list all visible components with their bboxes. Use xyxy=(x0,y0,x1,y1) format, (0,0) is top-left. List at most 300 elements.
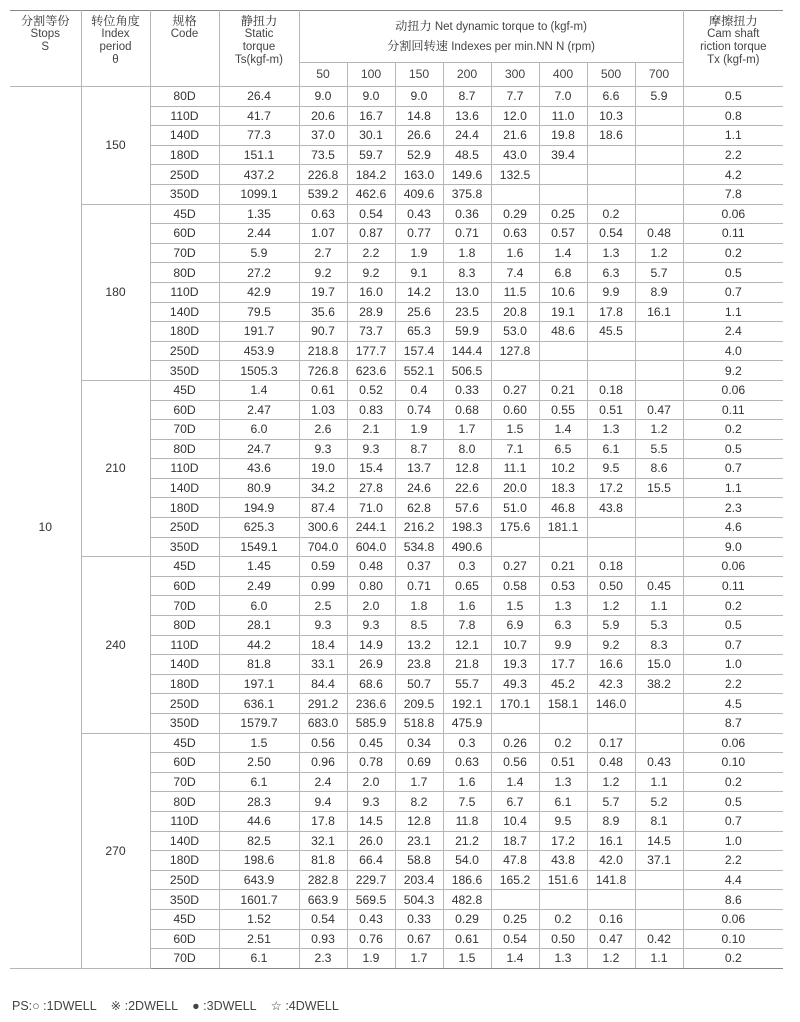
static-torque-cell: 5.9 xyxy=(219,243,299,263)
rpm700-cell: 5.7 xyxy=(635,263,683,283)
rpm100-cell: 0.80 xyxy=(347,576,395,596)
rpm500-cell: 0.48 xyxy=(587,753,635,773)
rpm150-cell: 13.7 xyxy=(395,459,443,479)
rpm300-cell: 0.60 xyxy=(491,400,539,420)
code-cell: 80D xyxy=(150,439,219,459)
code-cell: 110D xyxy=(150,106,219,126)
rpm200-cell: 482.8 xyxy=(443,890,491,910)
friction-torque-cell: 0.5 xyxy=(683,87,783,107)
static-torque-cell: 1549.1 xyxy=(219,537,299,557)
friction-torque-cell: 4.4 xyxy=(683,870,783,890)
rpm500-cell: 1.2 xyxy=(587,949,635,969)
code-cell: 110D xyxy=(150,635,219,655)
rpm400-cell xyxy=(539,714,587,734)
rpm50-cell: 0.56 xyxy=(299,733,347,753)
table-body xyxy=(10,87,783,969)
static-torque-cell: 77.3 xyxy=(219,126,299,146)
rpm700-cell xyxy=(635,557,683,577)
rpm100-cell: 15.4 xyxy=(347,459,395,479)
rpm200-cell: 1.7 xyxy=(443,420,491,440)
code-cell: 350D xyxy=(150,890,219,910)
rpm50-cell: 9.2 xyxy=(299,263,347,283)
rpm50-cell: 0.63 xyxy=(299,204,347,224)
rpm200-cell: 506.5 xyxy=(443,361,491,381)
code-cell: 140D xyxy=(150,831,219,851)
code-cell: 80D xyxy=(150,792,219,812)
code-cell: 180D xyxy=(150,851,219,871)
rpm200-cell: 13.6 xyxy=(443,106,491,126)
rpm300-cell: 1.4 xyxy=(491,772,539,792)
table-row xyxy=(10,733,783,753)
rpm300-cell: 7.4 xyxy=(491,263,539,283)
rpm150-cell: 0.34 xyxy=(395,733,443,753)
rpm150-cell: 0.33 xyxy=(395,909,443,929)
code-cell: 250D xyxy=(150,870,219,890)
rpm300-cell: 53.0 xyxy=(491,322,539,342)
rpm100-cell: 462.6 xyxy=(347,184,395,204)
friction-torque-cell: 0.11 xyxy=(683,224,783,244)
rpm700-cell xyxy=(635,184,683,204)
code-cell: 80D xyxy=(150,616,219,636)
rpm400-cell: 151.6 xyxy=(539,870,587,890)
code-cell: 45D xyxy=(150,557,219,577)
friction-torque-cell: 1.0 xyxy=(683,831,783,851)
rpm300-cell: 19.3 xyxy=(491,655,539,675)
rpm200-cell: 8.3 xyxy=(443,263,491,283)
rpm400-cell: 11.0 xyxy=(539,106,587,126)
rpm150-cell: 25.6 xyxy=(395,302,443,322)
rpm100-cell: 16.7 xyxy=(347,106,395,126)
rpm200-cell: 475.9 xyxy=(443,714,491,734)
rpm150-cell: 1.9 xyxy=(395,243,443,263)
static-torque-cell: 2.51 xyxy=(219,929,299,949)
friction-torque-cell: 0.06 xyxy=(683,557,783,577)
static-torque-cell: 79.5 xyxy=(219,302,299,322)
rpm300-cell: 47.8 xyxy=(491,851,539,871)
rpm400-cell: 1.4 xyxy=(539,243,587,263)
rpm700-cell: 1.2 xyxy=(635,243,683,263)
stops-header: 分割等份 Stops S xyxy=(10,11,81,87)
rpm100-cell: 0.78 xyxy=(347,753,395,773)
rpm100-cell: 0.87 xyxy=(347,224,395,244)
rpm200-cell: 13.0 xyxy=(443,282,491,302)
rpm100-cell: 2.2 xyxy=(347,243,395,263)
rpm100-cell: 0.76 xyxy=(347,929,395,949)
static-torque-cell: 6.1 xyxy=(219,772,299,792)
rpm400-cell: 18.3 xyxy=(539,478,587,498)
rpm100-cell: 9.2 xyxy=(347,263,395,283)
rpm50-cell: 0.61 xyxy=(299,380,347,400)
rpm300-cell xyxy=(491,184,539,204)
rpm500-cell: 17.2 xyxy=(587,478,635,498)
rpm700-cell: 37.1 xyxy=(635,851,683,871)
rpm100-cell: 604.0 xyxy=(347,537,395,557)
rpm500-cell: 6.6 xyxy=(587,87,635,107)
rpm150-cell: 8.7 xyxy=(395,439,443,459)
code-cell: 250D xyxy=(150,694,219,714)
rpm100-cell: 1.9 xyxy=(347,949,395,969)
code-cell: 110D xyxy=(150,811,219,831)
rpm500-cell: 6.3 xyxy=(587,263,635,283)
rpm100-cell: 28.9 xyxy=(347,302,395,322)
rpm700-cell xyxy=(635,733,683,753)
rpm400-cell: 181.1 xyxy=(539,518,587,538)
rpm300-cell: 7.1 xyxy=(491,439,539,459)
code-cell: 250D xyxy=(150,518,219,538)
rpm150-cell: 0.4 xyxy=(395,380,443,400)
rpm150-cell: 203.4 xyxy=(395,870,443,890)
rpm500-cell: 9.9 xyxy=(587,282,635,302)
rpm-header: 150 xyxy=(395,63,443,87)
rpm50-cell: 33.1 xyxy=(299,655,347,675)
friction-torque-cell: 1.0 xyxy=(683,655,783,675)
friction-torque-cell: 1.1 xyxy=(683,126,783,146)
friction-torque-cell: 0.5 xyxy=(683,439,783,459)
rpm300-cell: 0.25 xyxy=(491,909,539,929)
rpm200-cell: 11.8 xyxy=(443,811,491,831)
code-cell: 45D xyxy=(150,733,219,753)
static-torque-cell: 80.9 xyxy=(219,478,299,498)
friction-torque-cell: 0.06 xyxy=(683,733,783,753)
rpm200-cell: 12.8 xyxy=(443,459,491,479)
rpm500-cell: 0.2 xyxy=(587,204,635,224)
rpm400-cell xyxy=(539,361,587,381)
rpm500-cell xyxy=(587,165,635,185)
rpm300-cell xyxy=(491,361,539,381)
rpm50-cell: 704.0 xyxy=(299,537,347,557)
rpm700-cell: 8.1 xyxy=(635,811,683,831)
rpm300-cell: 0.54 xyxy=(491,929,539,949)
rpm700-cell xyxy=(635,498,683,518)
index-period-cell: 210 xyxy=(81,380,150,556)
code-cell: 45D xyxy=(150,909,219,929)
friction-torque-cell: 9.0 xyxy=(683,537,783,557)
rpm400-cell: 6.3 xyxy=(539,616,587,636)
rpm-header: 700 xyxy=(635,63,683,87)
rpm300-cell: 43.0 xyxy=(491,145,539,165)
table-row xyxy=(10,204,783,224)
rpm50-cell: 683.0 xyxy=(299,714,347,734)
friction-torque-cell: 8.7 xyxy=(683,714,783,734)
rpm150-cell: 14.8 xyxy=(395,106,443,126)
stops-cell: 10 xyxy=(10,87,81,969)
rpm-header: 200 xyxy=(443,63,491,87)
rpm400-cell: 1.3 xyxy=(539,772,587,792)
rpm200-cell: 57.6 xyxy=(443,498,491,518)
rpm200-cell: 198.3 xyxy=(443,518,491,538)
friction-torque-cell: 2.4 xyxy=(683,322,783,342)
friction-torque-cell: 0.5 xyxy=(683,263,783,283)
rpm50-cell: 2.4 xyxy=(299,772,347,792)
static-torque-cell: 197.1 xyxy=(219,674,299,694)
code-cell: 250D xyxy=(150,341,219,361)
rpm100-cell: 184.2 xyxy=(347,165,395,185)
rpm700-cell: 0.45 xyxy=(635,576,683,596)
rpm100-cell: 569.5 xyxy=(347,890,395,910)
rpm400-cell: 10.6 xyxy=(539,282,587,302)
code-cell: 350D xyxy=(150,361,219,381)
rpm200-cell: 0.33 xyxy=(443,380,491,400)
rpm150-cell: 23.1 xyxy=(395,831,443,851)
rpm100-cell: 244.1 xyxy=(347,518,395,538)
code-cell: 60D xyxy=(150,753,219,773)
rpm50-cell: 19.0 xyxy=(299,459,347,479)
rpm400-cell: 45.2 xyxy=(539,674,587,694)
static-torque-cell: 27.2 xyxy=(219,263,299,283)
static-torque-cell: 28.3 xyxy=(219,792,299,812)
rpm150-cell: 65.3 xyxy=(395,322,443,342)
friction-torque-cell: 0.2 xyxy=(683,949,783,969)
rpm400-cell: 0.21 xyxy=(539,557,587,577)
rpm700-cell: 8.9 xyxy=(635,282,683,302)
friction-torque-cell: 2.2 xyxy=(683,145,783,165)
rpm500-cell: 0.50 xyxy=(587,576,635,596)
static-torque-cell: 2.50 xyxy=(219,753,299,773)
rpm300-cell: 0.63 xyxy=(491,224,539,244)
rpm200-cell: 192.1 xyxy=(443,694,491,714)
rpm500-cell: 146.0 xyxy=(587,694,635,714)
code-cell: 180D xyxy=(150,674,219,694)
rpm100-cell: 14.5 xyxy=(347,811,395,831)
rpm300-cell: 20.8 xyxy=(491,302,539,322)
rpm500-cell: 1.3 xyxy=(587,420,635,440)
rpm300-cell xyxy=(491,537,539,557)
rpm150-cell: 1.8 xyxy=(395,596,443,616)
rpm500-cell xyxy=(587,714,635,734)
rpm300-cell: 1.6 xyxy=(491,243,539,263)
rpm100-cell: 26.9 xyxy=(347,655,395,675)
static-torque-cell: 6.0 xyxy=(219,420,299,440)
rpm150-cell: 8.5 xyxy=(395,616,443,636)
rpm50-cell: 300.6 xyxy=(299,518,347,538)
rpm700-cell: 8.3 xyxy=(635,635,683,655)
static-torque-cell: 636.1 xyxy=(219,694,299,714)
rpm200-cell: 48.5 xyxy=(443,145,491,165)
rpm300-cell: 51.0 xyxy=(491,498,539,518)
friction-torque-cell: 0.7 xyxy=(683,811,783,831)
rpm300-cell: 0.56 xyxy=(491,753,539,773)
rpm200-cell: 55.7 xyxy=(443,674,491,694)
code-cell: 180D xyxy=(150,322,219,342)
rpm50-cell: 9.3 xyxy=(299,616,347,636)
rpm150-cell: 9.1 xyxy=(395,263,443,283)
rpm200-cell: 186.6 xyxy=(443,870,491,890)
rpm300-cell: 10.7 xyxy=(491,635,539,655)
rpm150-cell: 0.69 xyxy=(395,753,443,773)
rpm700-cell xyxy=(635,126,683,146)
code-cell: 45D xyxy=(150,380,219,400)
static-torque-cell: 1.35 xyxy=(219,204,299,224)
code-cell: 80D xyxy=(150,87,219,107)
static-torque-cell: 198.6 xyxy=(219,851,299,871)
rpm300-cell: 6.7 xyxy=(491,792,539,812)
rpm100-cell: 16.0 xyxy=(347,282,395,302)
rpm500-cell: 16.6 xyxy=(587,655,635,675)
rpm500-cell: 0.47 xyxy=(587,929,635,949)
index-period-cell: 270 xyxy=(81,733,150,968)
rpm300-cell: 11.5 xyxy=(491,282,539,302)
rpm700-cell xyxy=(635,870,683,890)
rpm50-cell: 9.0 xyxy=(299,87,347,107)
rpm150-cell: 12.8 xyxy=(395,811,443,831)
rpm200-cell: 490.6 xyxy=(443,537,491,557)
rpm100-cell: 2.0 xyxy=(347,596,395,616)
rpm500-cell: 0.54 xyxy=(587,224,635,244)
rpm200-cell: 7.8 xyxy=(443,616,491,636)
rpm400-cell: 19.1 xyxy=(539,302,587,322)
rpm700-cell xyxy=(635,322,683,342)
rpm50-cell: 19.7 xyxy=(299,282,347,302)
rpm400-cell: 0.55 xyxy=(539,400,587,420)
rpm200-cell: 0.36 xyxy=(443,204,491,224)
code-cell: 70D xyxy=(150,420,219,440)
static-torque-cell: 1505.3 xyxy=(219,361,299,381)
static-torque-cell: 43.6 xyxy=(219,459,299,479)
rpm200-cell: 144.4 xyxy=(443,341,491,361)
rpm400-cell: 46.8 xyxy=(539,498,587,518)
rpm400-cell: 0.51 xyxy=(539,753,587,773)
rpm150-cell: 157.4 xyxy=(395,341,443,361)
rpm200-cell: 0.61 xyxy=(443,929,491,949)
rpm400-cell: 39.4 xyxy=(539,145,587,165)
static-torque-cell: 41.7 xyxy=(219,106,299,126)
rpm500-cell: 0.18 xyxy=(587,380,635,400)
code-cell: 250D xyxy=(150,165,219,185)
rpm200-cell: 0.29 xyxy=(443,909,491,929)
rpm150-cell: 209.5 xyxy=(395,694,443,714)
friction-torque-cell: 9.2 xyxy=(683,361,783,381)
rpm50-cell: 2.5 xyxy=(299,596,347,616)
rpm500-cell xyxy=(587,184,635,204)
friction-torque-cell: 4.0 xyxy=(683,341,783,361)
static-torque-cell: 24.7 xyxy=(219,439,299,459)
rpm100-cell: 71.0 xyxy=(347,498,395,518)
code-header: 规格 Code xyxy=(150,11,219,87)
rpm700-cell: 5.2 xyxy=(635,792,683,812)
friction-torque-cell: 0.06 xyxy=(683,204,783,224)
rpm500-cell xyxy=(587,361,635,381)
rpm400-cell xyxy=(539,537,587,557)
rpm150-cell: 0.77 xyxy=(395,224,443,244)
rpm50-cell: 2.3 xyxy=(299,949,347,969)
friction-torque-cell: 0.10 xyxy=(683,929,783,949)
rpm100-cell: 26.0 xyxy=(347,831,395,851)
rpm400-cell: 0.21 xyxy=(539,380,587,400)
friction-torque-cell: 0.11 xyxy=(683,576,783,596)
rpm300-cell: 49.3 xyxy=(491,674,539,694)
rpm400-cell: 6.5 xyxy=(539,439,587,459)
rpm300-cell: 0.27 xyxy=(491,380,539,400)
friction-torque-header: 摩擦扭力 Cam shaft riction torque Tx (kgf-m) xyxy=(683,11,783,87)
rpm200-cell: 54.0 xyxy=(443,851,491,871)
rpm500-cell: 5.7 xyxy=(587,792,635,812)
rpm100-cell: 0.52 xyxy=(347,380,395,400)
rpm300-cell: 10.4 xyxy=(491,811,539,831)
code-cell: 45D xyxy=(150,204,219,224)
index-period-header: 转位角度 Index period θ xyxy=(81,11,150,87)
rpm150-cell: 1.7 xyxy=(395,772,443,792)
static-torque-cell: 1601.7 xyxy=(219,890,299,910)
rpm200-cell: 8.7 xyxy=(443,87,491,107)
rpm400-cell: 9.9 xyxy=(539,635,587,655)
rpm50-cell: 0.96 xyxy=(299,753,347,773)
rpm300-cell: 1.4 xyxy=(491,949,539,969)
rpm200-cell: 0.65 xyxy=(443,576,491,596)
legend-2dwell: ※ :2DWELL xyxy=(110,999,179,1013)
rpm50-cell: 0.54 xyxy=(299,909,347,929)
rpm500-cell: 0.17 xyxy=(587,733,635,753)
static-torque-header: 静扭力 Static torque Ts(kgf-m) xyxy=(219,11,299,87)
rpm150-cell: 534.8 xyxy=(395,537,443,557)
rpm400-cell: 158.1 xyxy=(539,694,587,714)
rpm500-cell: 9.5 xyxy=(587,459,635,479)
rpm400-cell: 17.2 xyxy=(539,831,587,851)
torque-spec-table xyxy=(10,10,783,969)
code-cell: 70D xyxy=(150,772,219,792)
rpm100-cell: 0.54 xyxy=(347,204,395,224)
rpm400-cell: 48.6 xyxy=(539,322,587,342)
rpm500-cell xyxy=(587,537,635,557)
rpm100-cell: 0.45 xyxy=(347,733,395,753)
rpm700-cell: 0.43 xyxy=(635,753,683,773)
rpm700-cell xyxy=(635,145,683,165)
rpm50-cell: 0.59 xyxy=(299,557,347,577)
rpm150-cell: 13.2 xyxy=(395,635,443,655)
legend-4dwell: ☆ :4DWELL xyxy=(270,999,339,1013)
rpm150-cell: 8.2 xyxy=(395,792,443,812)
code-cell: 110D xyxy=(150,459,219,479)
static-torque-cell: 26.4 xyxy=(219,87,299,107)
static-torque-cell: 2.47 xyxy=(219,400,299,420)
rpm300-cell: 6.9 xyxy=(491,616,539,636)
rpm50-cell: 291.2 xyxy=(299,694,347,714)
friction-torque-cell: 0.06 xyxy=(683,909,783,929)
code-cell: 350D xyxy=(150,537,219,557)
rpm400-cell: 0.25 xyxy=(539,204,587,224)
rpm150-cell: 0.71 xyxy=(395,576,443,596)
rpm400-cell xyxy=(539,890,587,910)
rpm700-cell: 38.2 xyxy=(635,674,683,694)
rpm200-cell: 149.6 xyxy=(443,165,491,185)
friction-torque-cell: 4.6 xyxy=(683,518,783,538)
friction-torque-cell: 4.2 xyxy=(683,165,783,185)
rpm700-cell: 1.1 xyxy=(635,596,683,616)
rpm400-cell: 43.8 xyxy=(539,851,587,871)
code-cell: 60D xyxy=(150,400,219,420)
rpm300-cell: 12.0 xyxy=(491,106,539,126)
code-cell: 180D xyxy=(150,145,219,165)
rpm400-cell: 17.7 xyxy=(539,655,587,675)
friction-torque-cell: 0.2 xyxy=(683,243,783,263)
rpm100-cell: 0.83 xyxy=(347,400,395,420)
rpm500-cell: 6.1 xyxy=(587,439,635,459)
rpm200-cell: 24.4 xyxy=(443,126,491,146)
rpm150-cell: 58.8 xyxy=(395,851,443,871)
rpm150-cell: 1.7 xyxy=(395,949,443,969)
rpm150-cell: 518.8 xyxy=(395,714,443,734)
rpm700-cell: 15.5 xyxy=(635,478,683,498)
rpm700-cell xyxy=(635,694,683,714)
rpm50-cell: 282.8 xyxy=(299,870,347,890)
rpm400-cell: 19.8 xyxy=(539,126,587,146)
rpm50-cell: 34.2 xyxy=(299,478,347,498)
rpm500-cell: 5.9 xyxy=(587,616,635,636)
rpm400-cell: 1.3 xyxy=(539,949,587,969)
friction-torque-cell: 0.7 xyxy=(683,282,783,302)
rpm700-cell: 15.0 xyxy=(635,655,683,675)
rpm500-cell xyxy=(587,518,635,538)
rpm700-cell xyxy=(635,361,683,381)
